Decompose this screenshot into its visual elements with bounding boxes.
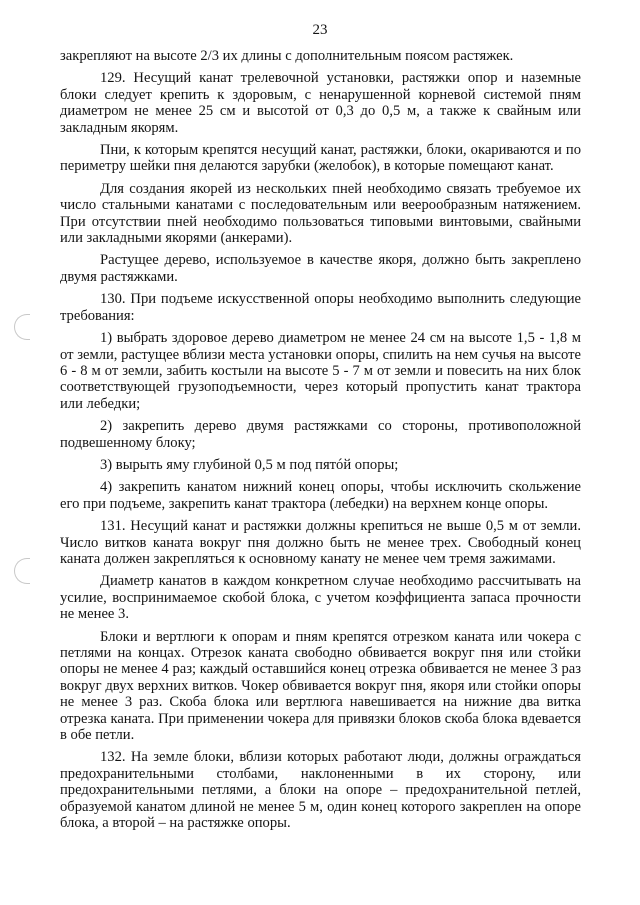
punch-hole-mark bbox=[14, 558, 30, 584]
punch-hole-mark bbox=[14, 314, 30, 340]
paragraph: 132. На земле блоки, вблизи которых работают люди, должны ограждаться предохранительными столбами, наклоненными в их сторону, или предохранительными петлями, а блоки на опоре – предохранительной петлей, образуемой канатом длиной не менее 5 м, один конец которого закреплен на опоре блока, а второй – на растяжке опоры. bbox=[60, 749, 581, 832]
paragraph: Растущее дерево, используемое в качестве якоря, должно быть закреплено двумя растяжками. bbox=[60, 252, 581, 285]
paragraph: 130. При подъеме искусственной опоры необходимо выполнить следующие требования: bbox=[60, 291, 581, 324]
paragraph: Диаметр канатов в каждом конкретном случае необходимо рассчитывать на усилие, воспринимаемое скобой блока, с учетом коэффициента запаса прочности не менее 3. bbox=[60, 573, 581, 623]
paragraph: Блоки и вертлюги к опорам и пням крепятся отрезком каната или чокера с петлями на концах. Отрезок каната свободно обвивается вокруг пня или стойки опоры не менее 4 раз; каждый оставшийся конец отрезка обвивается не менее 3 раз вокруг двух верхних витков. Чокер обвивается вокруг пня, якоря или стойки опоры не менее 3 раз. Скоба блока или вертлюга навешивается на нижние два витка отрезка каната. При применении чокера для привязки блоков скоба блока вдевается в обе петли. bbox=[60, 628, 581, 744]
page-number: 23 bbox=[312, 22, 328, 38]
paragraph: Пни, к которым крепятся несущий канат, растяжки, блоки, окариваются и по периметру шейки пня делаются зарубки (желобок), в которые помещают канат. bbox=[60, 142, 581, 175]
paragraph: 131. Несущий канат и растяжки должны крепиться не выше 0,5 м от земли. Число витков каната вокруг пня должно быть не менее трех. Свободный конец каната должен закрепляться к основному канату не менее чем тремя зажимами. bbox=[60, 518, 581, 567]
paragraph: Для создания якорей из нескольких пней необходимо связать требуемое их число стальными канатами с последовательным или веерообразным натяжением. При отсутствии пней необходимо пользоваться типовыми винтовыми, свайными или закладными якорями (анкерами). bbox=[60, 180, 581, 247]
paragraph: 129. Несущий канат трелевочной установки, растяжки опор и наземные блоки следует крепить к здоровым, с ненарушенной корневой системой пням диаметром не менее 25 см и высотой от 0,3 до 0,5 м, а также к свайным или закладным якорям. bbox=[60, 70, 581, 136]
paragraph: закрепляют на высоте 2/3 их длины с дополнительным поясом растяжек. bbox=[60, 48, 514, 64]
document-body bbox=[60, 48, 581, 837]
list-item: 2) закрепить дерево двумя растяжками со стороны, противоположной подвешенному блоку; bbox=[60, 418, 581, 451]
list-item: 4) закрепить канатом нижний конец опоры, чтобы исключить скольжение его при подъеме, закрепить канат трактора (лебедки) на верхнем конце опоры. bbox=[60, 479, 581, 512]
list-item: 3) вырыть яму глубиной 0,5 м под пятóй опоры; bbox=[100, 456, 399, 473]
list-item: 1) выбрать здоровое дерево диаметром не менее 24 см на высоте 1,5 - 1,8 м от земли, растущее вблизи места установки опоры, спилить на нем сучья на высоте 6 - 8 м от земли, забить костыли на высоте 5 - 7 м от земли и повесить на них блок соответствующей грузоподъемности, через который пропустить канат трактора или лебедки; bbox=[60, 330, 581, 412]
